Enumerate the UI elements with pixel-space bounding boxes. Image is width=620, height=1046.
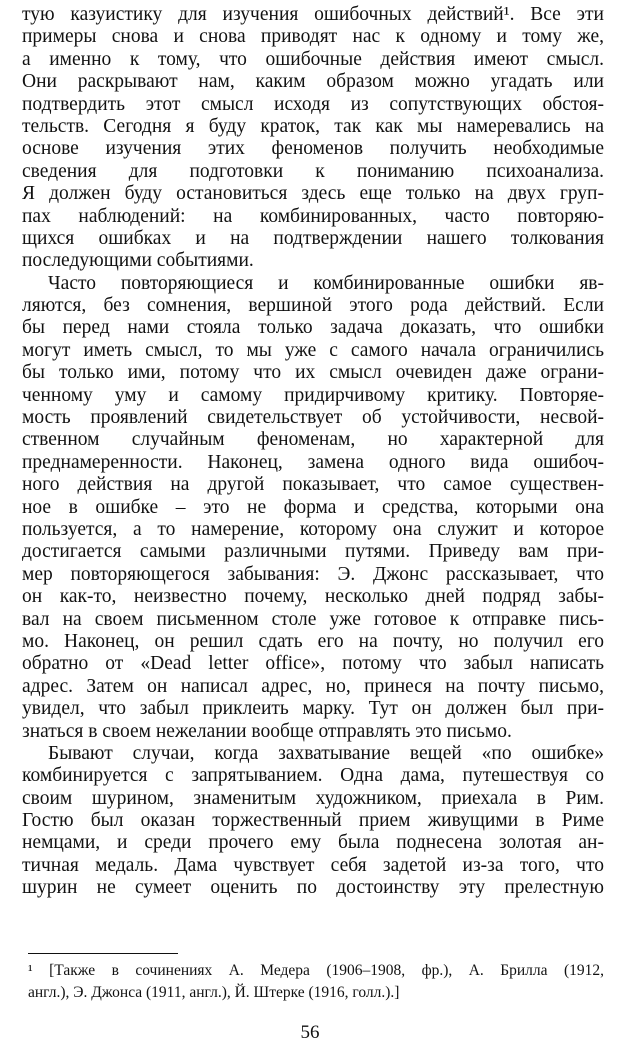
text-line: щихся ошибках и на подтверждении нашего толкования bbox=[22, 227, 604, 249]
text-line: ного действия на другой показывает, что самое существен- bbox=[22, 474, 604, 496]
footnote bbox=[28, 960, 604, 1004]
text-line: вал на своем письменном столе уже готовое к отправке пись- bbox=[22, 608, 604, 630]
page-number: 56 bbox=[300, 1022, 320, 1043]
text-line: комбинируется с запрятыванием. Одна дама, путешествуя со bbox=[22, 765, 604, 787]
text-line: примеры снова и снова приводят нас к одному и тому же, bbox=[22, 26, 604, 48]
text-line: достигается самыми различными путями. Приведу вам при- bbox=[22, 541, 604, 563]
main-text bbox=[22, 4, 604, 900]
text-line: Бывают случаи, когда захватывание вещей «по ошибке» bbox=[48, 742, 604, 764]
text-line: ное в ошибке – это не форма и средства, которыми она bbox=[22, 496, 604, 518]
text-line: немцами, и среди прочего ему была поднесена золотая ан- bbox=[22, 832, 604, 854]
text-line: своим шурином, знаменитым художником, приехала в Рим. bbox=[22, 787, 604, 809]
text-line: основе изучения этих феноменов получить необходимые bbox=[22, 138, 604, 160]
text-line: тую казуистику для изучения ошибочных действий¹. Все эти bbox=[22, 4, 604, 25]
text-line: англ.), Э. Джонса (1911, англ.), Й. Штерке (1916, голл.).] bbox=[28, 984, 400, 1001]
text-line: мость проявлений свидетельствует об устойчивости, несвой- bbox=[22, 407, 604, 429]
text-line: подтвердить этот смысл исходя из сопутствующих обстоя- bbox=[22, 93, 604, 115]
text-line: пах наблюдений: на комбинированных, часто повторяю- bbox=[22, 205, 604, 227]
text-line: адрес. Затем он написал адрес, но, принеся на почту письмо, bbox=[22, 675, 604, 697]
text-line: ляются, без сомнения, вершиной этого рода действий. Если bbox=[22, 295, 604, 317]
text-line: Я должен буду остановиться здесь еще только на двух груп- bbox=[22, 183, 604, 205]
text-line: шурин не сумеет оценить по достоинству эту прелестную bbox=[22, 877, 604, 899]
text-line: последующими событиями. bbox=[22, 250, 254, 272]
text-line: мо. Наконец, он решил сдать его на почту, но получил его bbox=[22, 630, 604, 652]
text-line: а именно к тому, что ошибочные действия имеют смысл. bbox=[22, 48, 604, 70]
text-line: Часто повторяющиеся и комбинированные ошибки яв- bbox=[48, 272, 604, 294]
text-line: тичная медаль. Дама чувствует себя задетой из-за того, что bbox=[22, 854, 604, 876]
text-line: могут иметь смысл, то мы уже с самого начала ограничились bbox=[22, 339, 604, 361]
text-line: Гостю был оказан торжественный прием живущими в Риме bbox=[22, 810, 604, 832]
text-line: бы только ими, потому что их смысл очевиден даже ограни- bbox=[22, 362, 604, 384]
text-line: Они раскрывают нам, каким образом можно угадать или bbox=[22, 71, 604, 93]
text-line: пользуется, а то намерение, которому она служит и которое bbox=[22, 518, 604, 540]
text-line: сведения для подготовки к пониманию психоанализа. bbox=[22, 160, 604, 182]
text-line: ченному уму и самому придирчивому критику. Повторяе- bbox=[22, 384, 604, 406]
text-line: ¹ [Также в сочинениях А. Медера (1906–1908, фр.), А. Брилла (1912, bbox=[28, 962, 604, 979]
footnote-divider bbox=[28, 953, 178, 954]
text-line: тельств. Сегодня я буду краток, так как мы намеревались на bbox=[22, 115, 604, 137]
text-line: он как-то, неизвестно почему, несколько дней подряд забы- bbox=[22, 586, 604, 608]
text-line: мер повторяющегося забывания: Э. Джонс рассказывает, что bbox=[22, 563, 604, 585]
text-line: бы перед нами стояла только задача доказать, что ошибки bbox=[22, 317, 604, 339]
text-line: преднамеренности. Наконец, замена одного вида ошибоч- bbox=[22, 451, 604, 473]
text-line: ственном случайным феноменам, но характерной для bbox=[22, 429, 604, 451]
text-line: увидел, что забыл приклеить марку. Тут он должен был при- bbox=[22, 698, 604, 720]
text-line: обратно от «Dead letter office», потому что забыл написать bbox=[22, 653, 604, 675]
text-line: знаться в своем нежелании вообще отправлять это письмо. bbox=[22, 720, 512, 742]
